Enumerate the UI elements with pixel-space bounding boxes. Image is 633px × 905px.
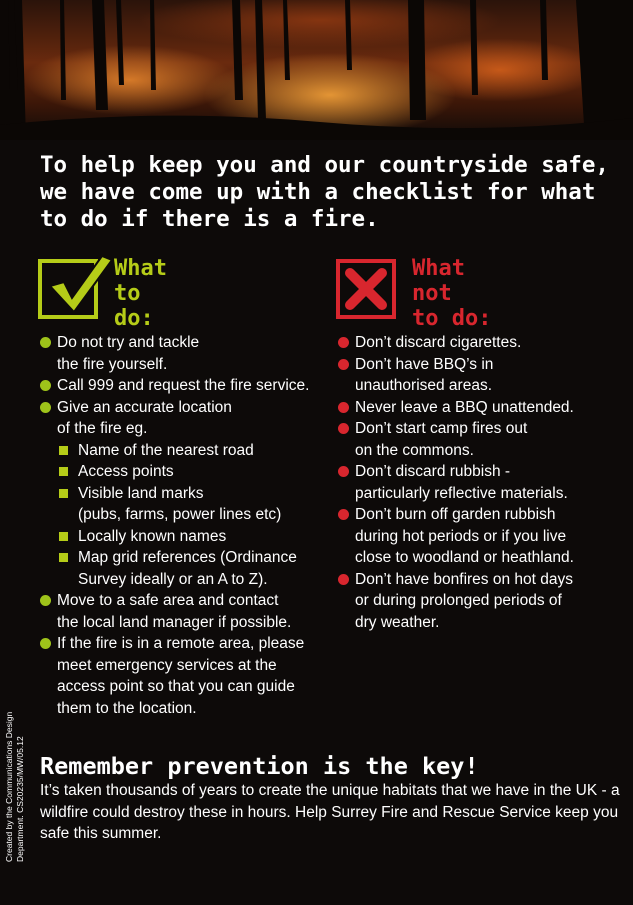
check-icon [42,252,116,318]
tree-silhouettes [0,0,633,140]
square-bullet-icon [59,489,68,498]
footer-text: It’s taken thousands of years to create the unique habitats that we have in the UK - a wildfire could destroy these in hours. Help Surrey Fire and Rescue Service keep you safe this summer. [40,782,620,842]
what-not-to-do-title: What not to do: [412,256,492,331]
bullet-icon [338,509,349,520]
list-item: Don’t burn off garden rubbish during hot periods or if you live close to woodland or heathland. [336,504,626,569]
list-item: Don’t have BBQ’s in unauthorised areas. [336,354,626,397]
what-not-to-do-section [336,256,626,633]
sub-list-item: Name of the nearest road [57,440,328,462]
square-bullet-icon [59,553,68,562]
forest-fire-photo [0,0,633,140]
list-item: Don’t have bonfires on hot days or during prolonged periods of dry weather. [336,569,626,634]
bullet-icon [338,423,349,434]
square-bullet-icon [59,446,68,455]
square-bullet-icon [59,532,68,541]
what-to-do-title: What to do: [114,256,167,331]
bullet-icon [40,380,51,391]
bullet-icon [40,402,51,413]
bullet-icon [40,337,51,348]
list-item: Never leave a BBQ unattended. [336,397,626,419]
credit-text: Created by the Communications Design Department. CS20235/MW/05.12 [4,711,25,862]
what-not-to-do-list [336,332,626,633]
bullet-icon [40,595,51,606]
intro-text: To help keep you and our countryside safe, we have come up with a checklist for what to do if there is a fire. [40,152,609,232]
what-to-do-list [38,332,328,719]
sub-list-item: Map grid references (Ordinance Survey ideally or an A to Z). [57,547,328,590]
list-item: Don’t discard rubbish - particularly reflective materials. [336,461,626,504]
sub-list-item: Access points [57,461,328,483]
list-item: If the fire is in a remote area, please meet emergency services at the access point so that you can guide them to the location. [38,633,328,719]
list-item: Do not try and tackle the fire yourself. [38,332,328,375]
bullet-icon [338,359,349,370]
list-item: Call 999 and request the fire service. [38,375,328,397]
list-item: Don’t discard cigarettes. [336,332,626,354]
bullet-icon [338,574,349,585]
bullet-icon [40,638,51,649]
bullet-icon [338,466,349,477]
what-to-do-section [38,256,328,719]
what-not-to-do-header [336,256,626,332]
sub-list-item: Locally known names [57,526,328,548]
square-bullet-icon [59,467,68,476]
bullet-icon [338,337,349,348]
sub-list-item: Visible land marks (pubs, farms, power lines etc) [57,483,328,526]
cross-icon [336,259,396,319]
footer-title: Remember prevention is the key! [40,752,479,780]
what-to-do-header [38,256,328,332]
bullet-icon [338,402,349,413]
sub-list [57,440,328,591]
list-item: Give an accurate location of the fire eg. Name of the nearest road Access points Visible land marks (pubs, farms, power lines etc) Locally known names Map grid references (Ordinance Survey ideally or an A to Z). [38,397,328,591]
list-item: Move to a safe area and contact the local land manager if possible. [38,590,328,633]
list-item: Don’t start camp fires out on the commons. [336,418,626,461]
